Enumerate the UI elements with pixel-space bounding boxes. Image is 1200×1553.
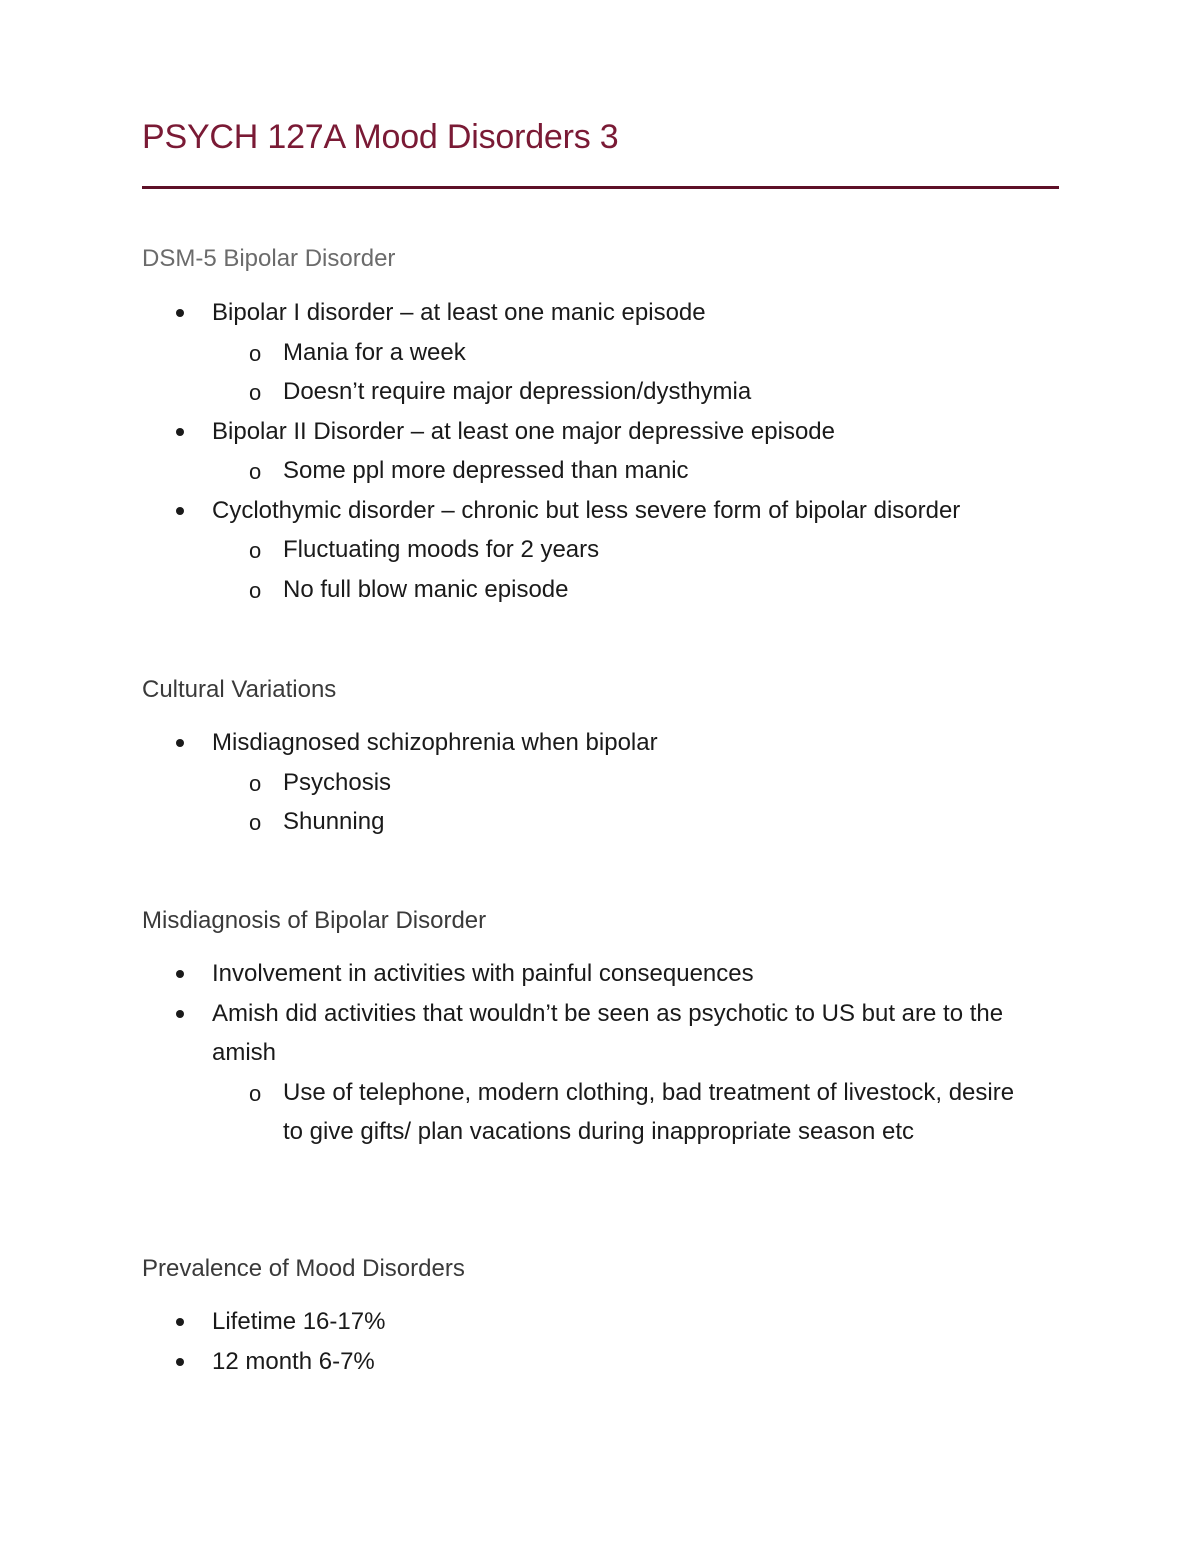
sub-list-item: [141, 1073, 1060, 1152]
bullet-icon: [176, 1010, 184, 1018]
section-prevalence: [142, 1254, 1060, 1381]
sub-list-item: [141, 802, 1060, 842]
sub-list: [212, 333, 1060, 412]
bullet-list: [142, 1302, 1060, 1381]
section-heading: Cultural Variations: [142, 676, 337, 703]
list-item: [142, 954, 1060, 994]
list-item-text: Cyclothymic disorder – chronic but less severe form of bipolar disorder: [212, 496, 961, 524]
bullet-icon: [176, 970, 184, 978]
list-item: [142, 994, 1060, 1152]
sub-bullet-icon: o: [249, 380, 262, 405]
sub-list-item: [141, 763, 1060, 803]
bullet-icon: [176, 1358, 184, 1366]
section-dsm5-bipolar: [142, 244, 1060, 609]
list-item: [142, 1342, 1060, 1382]
sub-list-item-text: Mania for a week: [283, 338, 466, 366]
section-heading: Misdiagnosis of Bipolar Disorder: [142, 907, 487, 934]
list-item-text: Lifetime 16-17%: [212, 1308, 386, 1335]
sub-bullet-icon: o: [249, 1080, 262, 1106]
sub-list-item: [141, 333, 1060, 373]
list-item: [142, 723, 1060, 842]
bullet-icon: [176, 507, 184, 515]
list-item-text: Bipolar I disorder – at least one manic episode: [212, 299, 706, 326]
sub-bullet-icon: o: [249, 810, 262, 835]
sub-list: [212, 763, 1060, 842]
sub-bullet-icon: o: [249, 770, 262, 796]
sub-bullet-icon: o: [249, 340, 262, 366]
sub-list-item-text: Some ppl more depressed than manic: [283, 457, 689, 484]
sub-list-item-text: Shunning: [283, 808, 385, 835]
bullet-list: [142, 293, 1060, 609]
bullet-icon: [176, 309, 184, 317]
section-heading: Prevalence of Mood Disorders: [142, 1255, 465, 1282]
sub-list-item-text: No full blow manic episode: [283, 575, 569, 603]
sub-list: [212, 1073, 1060, 1152]
title-underline-rule: [142, 186, 1059, 189]
sub-list-item: [141, 451, 1060, 491]
list-item: [142, 412, 1060, 491]
sub-list-item: [141, 570, 1060, 610]
sub-list-item-text: Fluctuating moods for 2 years: [283, 536, 600, 563]
list-item-text: Bipolar II Disorder – at least one major depressive episode: [212, 417, 835, 445]
sub-list-item-text: Use of telephone, modern clothing, bad treatment of livestock, desire to give gifts/ plan vacations during inappropriate season etc: [283, 1078, 1015, 1145]
list-item-text: Amish did activities that wouldn’t be seen as psychotic to US but are to the amish: [212, 999, 1004, 1066]
sub-list: [212, 530, 1060, 609]
sub-list-item-text: Psychosis: [283, 768, 392, 796]
list-item-text: 12 month 6-7%: [212, 1347, 375, 1375]
sub-bullet-icon: o: [249, 577, 262, 603]
sub-bullet-icon: o: [249, 459, 262, 484]
bullet-icon: [176, 739, 184, 747]
bullet-icon: [176, 1318, 184, 1326]
bullet-list: [142, 954, 1060, 1152]
bullet-list: [142, 723, 1060, 842]
sub-list-item: [141, 530, 1060, 570]
sub-bullet-icon: o: [249, 538, 262, 563]
sub-list-item: [141, 372, 1060, 412]
list-item-text: Involvement in activities with painful consequences: [212, 960, 754, 987]
document-title: PSYCH 127A Mood Disorders 3: [142, 118, 619, 156]
section-heading: DSM-5 Bipolar Disorder: [142, 245, 396, 272]
bullet-icon: [176, 428, 184, 436]
section-cultural-variations: [142, 675, 1060, 842]
list-item: [142, 491, 1060, 610]
list-item-text: Misdiagnosed schizophrenia when bipolar: [212, 729, 658, 756]
sub-list: [212, 451, 1060, 491]
list-item: [142, 1302, 1060, 1342]
list-item: [142, 293, 1060, 412]
section-misdiagnosis-bipolar: [142, 906, 1060, 1152]
sub-list-item-text: Doesn’t require major depression/dysthymia: [283, 378, 752, 405]
